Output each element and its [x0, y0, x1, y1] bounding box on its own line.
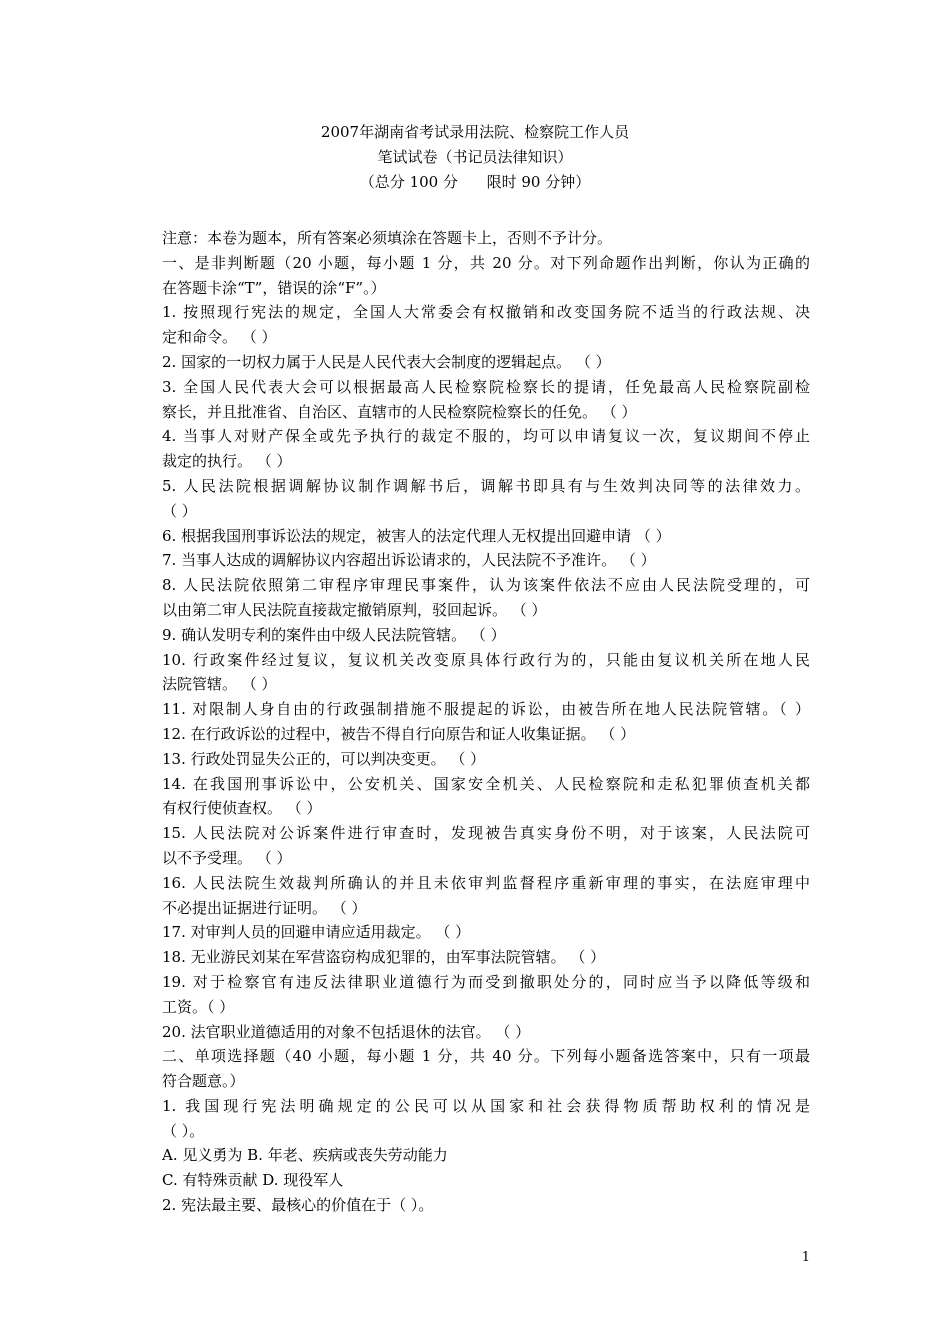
text-line: 17. 对审判人员的回避申请应适用裁定。 （ ）	[162, 923, 471, 942]
exam-body	[162, 226, 810, 1218]
text-line: 20. 法官职业道德适用的对象不包括退休的法官。 （ ）	[162, 1022, 531, 1041]
page-number: 1	[801, 1250, 810, 1265]
exam-header	[0, 120, 950, 195]
text-line: 5. 人民法院根据调解协议制作调解书后，调解书即具有与生效判决同等的法律效力。	[162, 476, 810, 495]
text-line: 不必提出证据进行证明。 （ ）	[162, 898, 367, 917]
text-line: 14. 在我国刑事诉讼中，公安机关、国家安全机关、人民检察院和走私犯罪侦查机关都	[162, 774, 810, 793]
text-line: 11. 对限制人身自由的行政强制措施不服提起的诉讼，由被告所在地人民法院管辖。（ ）	[162, 700, 810, 719]
text-line: 法院管辖。 （ ）	[162, 675, 277, 694]
text-line: 12. 在行政诉讼的过程中，被告不得自行向原告和证人收集证据。 （ ）	[162, 724, 636, 743]
text-line: 裁定的执行。 （ ）	[162, 452, 292, 471]
text-line: 1. 按照现行宪法的规定，全国人大常委会有权撤销和改变国务院不适当的行政法规、决	[162, 303, 810, 322]
text-line: C. 有特殊贡献 D. 现役军人	[162, 1171, 344, 1190]
text-line: 在答题卡涂“T”，错误的涂“F”。）	[162, 278, 386, 297]
text-line: 察长，并且批准省、自治区、直辖市的人民检察院检察长的任免。 （ ）	[162, 402, 637, 421]
exam-score-time: （总分 100 分 限时 90 分钟）	[359, 173, 591, 191]
text-line: （ ）	[162, 501, 197, 520]
text-line: 2. 宪法最主要、最核心的价值在于（ ）。	[162, 1196, 434, 1215]
text-line: 2. 国家的一切权力属于人民是人民代表大会制度的逻辑起点。 （ ）	[162, 352, 611, 371]
text-line: 15. 人民法院对公诉案件进行审查时，发现被告真实身份不明，对于该案，人民法院可	[162, 824, 810, 843]
text-line: 4. 当事人对财产保全或先予执行的裁定不服的，均可以申请复议一次，复议期间不停止	[162, 427, 810, 446]
exam-title: 2007年湖南省考试录用法院、检察院工作人员	[320, 123, 630, 141]
text-line: 16. 人民法院生效裁判所确认的并且未依审判监督程序重新审理的事实，在法庭审理中	[162, 873, 810, 892]
text-line: 工资。（ ）	[162, 997, 235, 1016]
text-line: 有权行使侦查权。 （ ）	[162, 799, 322, 818]
text-line: 一、是非判断题（20 小题，每小题 1 分，共 20 分。对下列命题作出判断，你认为正确的	[162, 253, 810, 272]
text-line: 以由第二审人民法院直接裁定撤销原判，驳回起诉。 （ ）	[162, 600, 547, 619]
text-line: 注意：本卷为题本，所有答案必须填涂在答题卡上，否则不予计分。	[162, 229, 613, 247]
text-line: （ ）。	[162, 1121, 205, 1140]
text-line: 1. 我国现行宪法明确规定的公民可以从国家和社会获得物质帮助权利的情况是	[162, 1096, 810, 1115]
text-line: 13. 行政处罚显失公正的，可以判决变更。 （ ）	[162, 749, 486, 768]
text-line: 6. 根据我国刑事诉讼法的规定，被害人的法定代理人无权提出回避申请 （ ）	[162, 526, 671, 545]
text-line: A. 见义勇为 B. 年老、疾病或丧失劳动能力	[162, 1146, 448, 1165]
text-line: 8. 人民法院依照第二审程序审理民事案件，认为该案件依法不应由人民法院受理的，可	[162, 576, 810, 595]
text-line: 18. 无业游民刘某在军营盗窃构成犯罪的，由军事法院管辖。 （ ）	[162, 948, 606, 967]
text-line: 7. 当事人达成的调解协议内容超出诉讼请求的，人民法院不予准许。 （ ）	[162, 551, 656, 570]
text-line: 符合题意。）	[162, 1072, 245, 1091]
text-line: 二、单项选择题（40 小题，每小题 1 分，共 40 分。下列每小题备选答案中，只有一项最	[162, 1047, 810, 1066]
text-line: 9. 确认发明专利的案件由中级人民法院管辖。 （ ）	[162, 625, 506, 644]
text-line: 以不予受理。 （ ）	[162, 848, 292, 867]
text-line: 定和命令。 （ ）	[162, 328, 277, 347]
text-line: 19. 对于检察官有违反法律职业道德行为而受到撤职处分的，同时应当予以降低等级和	[162, 972, 810, 991]
text-line: 10. 行政案件经过复议，复议机关改变原具体行政行为的，只能由复议机关所在地人民	[162, 650, 810, 669]
text-line: 3. 全国人民代表大会可以根据最高人民检察院检察长的提请，任免最高人民检察院副检	[162, 377, 810, 396]
exam-subtitle: 笔试试卷（书记员法律知识）	[377, 148, 573, 166]
